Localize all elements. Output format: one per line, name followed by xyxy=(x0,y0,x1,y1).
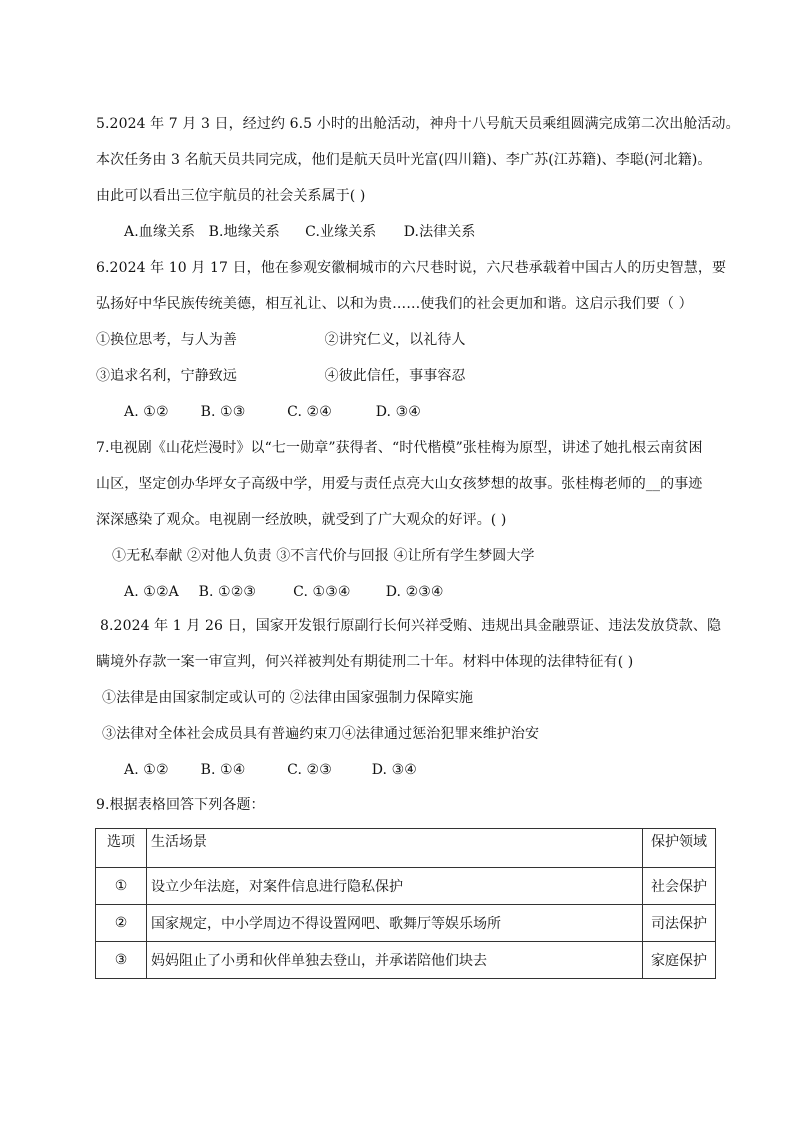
q5-option-d: D.法律关系 xyxy=(403,224,476,240)
q8-statements-row-2: ③法律对全体社会成员具有普遍约束刀④法律通过惩治犯罪来维护治安 xyxy=(102,726,540,742)
table-cell-scene: 妈妈阻止了小勇和伙伴单独去登山，并承诺陪他们块去 xyxy=(147,942,643,979)
q8-option-c: C. ②③ xyxy=(287,762,332,778)
table-cell-domain: 司法保护 xyxy=(643,905,716,942)
table-cell-domain: 家庭保护 xyxy=(643,942,716,979)
q5-option-a: A.血缘关系 xyxy=(124,224,196,240)
q5-line-2: 本次任务由 3 名航天员共同完成，他们是航天员叶光富(四川籍)、李广苏(江苏籍)、李聪(河北籍)。 xyxy=(96,152,712,168)
q6-option-a: A. ①② xyxy=(124,404,169,420)
q5-line-3: 由此可以看出三位宇航员的社会关系属于( ) xyxy=(96,188,366,204)
table-header-domain: 保护领域 xyxy=(643,829,716,868)
q9-title: 9.根据表格回答下列各题： xyxy=(96,797,265,813)
q7-option-d: D. ②③④ xyxy=(385,584,444,600)
table-cell-scene: 国家规定，中小学周边不得设置网吧、歌舞厅等娱乐场所 xyxy=(147,905,643,942)
q6-line-2: 弘扬好中华民族传统美德，相互礼让、以和为贵……使我们的社会更加和谐。这启示我们要（ ） xyxy=(96,296,693,312)
q9-table xyxy=(95,828,716,979)
q5-option-b: B.地缘关系 xyxy=(208,224,280,240)
q7-line-3: 深深感染了观众。电视剧一经放映，就受到了广大观众的好评。( ) xyxy=(96,512,507,528)
q7-option-a: A. ①②A xyxy=(124,584,179,600)
table-cell-domain: 社会保护 xyxy=(643,868,716,905)
table-cell-option: ② xyxy=(96,905,147,942)
q8-option-b: B. ①④ xyxy=(200,762,246,778)
q8-statements-row-1: ①法律是由国家制定或认可的 ②法律由国家强制力保障实施 xyxy=(102,690,474,706)
q6-option-d: D. ③④ xyxy=(375,404,421,420)
q7-statements: ①无私奉献 ②对他人负责 ③不言代价与回报 ④让所有学生梦圆大学 xyxy=(112,548,535,564)
q6-options xyxy=(124,402,421,422)
q6-statement-3: ③追求名利，宁静致远 xyxy=(96,368,237,384)
table-row xyxy=(96,868,716,905)
q8-option-a: A. ①② xyxy=(124,762,169,778)
q7-option-b: B. ①②③ xyxy=(198,584,257,600)
q5-line-1: 5.2024 年 7 月 3 日，经过约 6.5 小时的出舱活动，神舟十八号航天员乘组圆满完成第二次出舱活动。 xyxy=(96,116,740,132)
q6-statements-row-2 xyxy=(96,366,466,386)
table-row xyxy=(96,942,716,979)
table-cell-option: ① xyxy=(96,868,147,905)
q6-statement-1: ①换位思考，与人为善 xyxy=(96,332,237,348)
q5-options xyxy=(124,222,475,242)
q7-line-2: 山区，坚定创办华坪女子高级中学，用爱与责任点亮大山女孩梦想的故事。张桂梅老师的__的事迹 xyxy=(96,476,703,492)
q6-option-c: C. ②④ xyxy=(287,404,332,420)
table-header-row xyxy=(96,829,716,868)
q8-line-2: 瞒境外存款一案一审宣判，何兴祥被判处有期徒刑二十年。材料中体现的法律特征有( ) xyxy=(96,654,634,670)
q6-statement-4: ④彼此信任，事事容忍 xyxy=(324,368,466,384)
table-cell-option: ③ xyxy=(96,942,147,979)
q5-option-c: C.业缘关系 xyxy=(305,224,377,240)
q8-line-1: 8.2024 年 1 月 26 日，国家开发银行原副行长何兴祥受贿、违规出具金融票证、违法发放贷款、隐 xyxy=(100,618,722,634)
q8-option-d: D. ③④ xyxy=(371,762,417,778)
table-cell-scene: 设立少年法庭，对案件信息进行隐私保护 xyxy=(147,868,643,905)
q6-line-1: 6.2024 年 10 月 17 日，他在参观安徽桐城市的六尺巷时说，六尺巷承载着中国古人的历史智慧，要 xyxy=(96,260,727,276)
q6-statement-2: ②讲究仁义，以礼待人 xyxy=(324,332,466,348)
q8-options xyxy=(124,760,417,780)
q6-statements-row-1 xyxy=(96,330,466,350)
table-row xyxy=(96,905,716,942)
q6-option-b: B. ①③ xyxy=(200,404,246,420)
q7-options xyxy=(124,582,444,602)
q7-line-1: 7.电视剧《山花烂漫时》以“七一勋章”获得者、“时代楷模”张桂梅为原型，讲述了她扎根云南贫困 xyxy=(96,440,703,456)
table-header-scene: 生活场景 xyxy=(147,829,643,868)
table-header-option: 选项 xyxy=(96,829,147,868)
q7-option-c: C. ①③④ xyxy=(293,584,351,600)
